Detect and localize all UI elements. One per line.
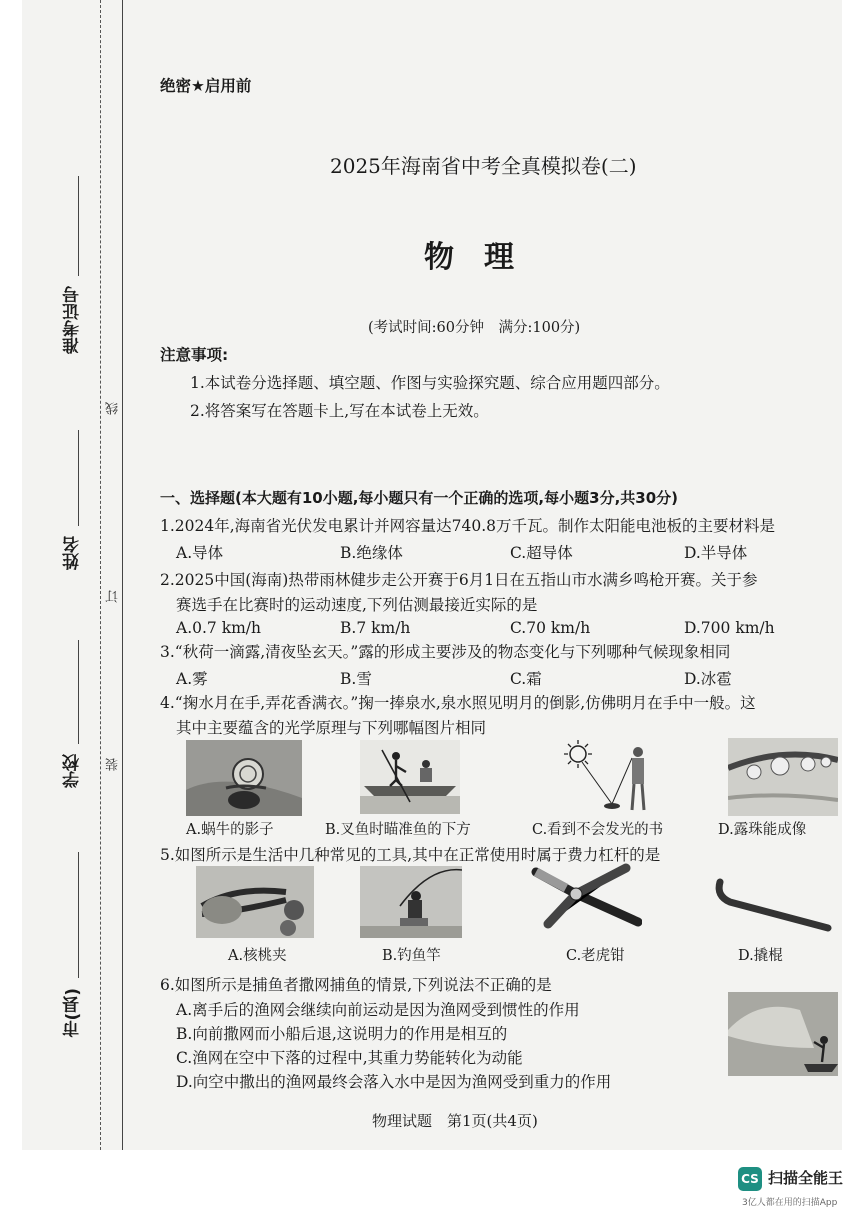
fishing-net-photo bbox=[728, 992, 838, 1076]
binding-mark-line: 线 bbox=[106, 402, 121, 415]
question-2-text-cont: 赛选手在比赛时的运动速度,下列估测最接近实际的是 bbox=[176, 596, 538, 614]
question-6-text: 6.如图所示是捕鱼者撒网捕鱼的情景,下列说法不正确的是 bbox=[160, 976, 552, 994]
question-2-option-c: C.70 km/h bbox=[510, 619, 591, 637]
field-name-label: 姓名 bbox=[63, 536, 83, 570]
question-4-option-a: A.蜗牛的影子 bbox=[186, 822, 274, 838]
question-1-option-d: D.半导体 bbox=[684, 544, 748, 562]
question-3-option-d: D.冰雹 bbox=[684, 670, 732, 688]
field-exam-number-blank bbox=[78, 176, 79, 276]
notes-heading: 注意事项: bbox=[160, 346, 229, 364]
question-6-option-c: C.渔网在空中下落的过程中,其重力势能转化为动能 bbox=[176, 1049, 523, 1067]
question-5-option-a: A.核桃夹 bbox=[228, 948, 287, 964]
field-city-blank bbox=[78, 852, 79, 978]
watermark-app-name: 扫描全能王 bbox=[768, 1169, 844, 1187]
question-3-option-a: A.雾 bbox=[176, 670, 208, 688]
snail-shadow-photo bbox=[186, 740, 302, 816]
page-footer: 物理试题 第1页(共4页) bbox=[372, 1112, 538, 1130]
secret-label: 绝密★启用前 bbox=[160, 77, 252, 95]
bleed-through-text bbox=[560, 66, 564, 88]
question-2-text: 2.2025中国(海南)热带雨林健步走公开赛于6月1日在五指山市水满乡鸣枪开赛。关于参 bbox=[160, 571, 758, 589]
note-item-1: 1.本试卷分选择题、填空题、作图与实验探究题、综合应用题四部分。 bbox=[190, 374, 670, 392]
question-2-option-d: D.700 km/h bbox=[684, 619, 775, 637]
question-1-text: 1.2024年,海南省光伏发电累计并网容量达740.8万千瓦。制作太阳能电池板的主要材料是 bbox=[160, 517, 776, 535]
field-city-label: 市(县) bbox=[63, 988, 83, 1038]
watermark-tagline: 3亿人都在用的扫描App bbox=[742, 1198, 838, 1208]
section-1-title: 一、选择题(本大题有10小题,每小题只有一个正确的选项,每小题3分,共30分) bbox=[160, 489, 678, 507]
question-6-option-b: B.向前撒网而小船后退,这说明力的作用是相互的 bbox=[176, 1025, 508, 1043]
question-4-option-c: C.看到不会发光的书 bbox=[532, 822, 664, 838]
field-school-blank bbox=[78, 640, 79, 744]
field-name-blank bbox=[78, 430, 79, 526]
exam-time-score: (考试时间:60分钟 满分:100分) bbox=[368, 320, 581, 336]
binding-mark-pack: 装 bbox=[106, 758, 121, 771]
question-1-option-a: A.导体 bbox=[176, 544, 224, 562]
binding-dashed-line bbox=[100, 0, 101, 1150]
crowbar-photo bbox=[712, 872, 832, 938]
question-5-option-d: D.撬棍 bbox=[738, 948, 783, 964]
exam-title: 2025年海南省中考全真模拟卷(二) bbox=[330, 154, 637, 178]
question-1-option-b: B.绝缘体 bbox=[340, 544, 403, 562]
pliers-photo bbox=[526, 860, 642, 942]
question-5-option-c: C.老虎钳 bbox=[566, 948, 625, 964]
subject-title: 物 理 bbox=[424, 240, 514, 275]
dewdrop-photo bbox=[728, 738, 838, 816]
question-2-option-b: B.7 km/h bbox=[340, 619, 411, 637]
question-1-option-c: C.超导体 bbox=[510, 544, 573, 562]
question-4-option-b: B.叉鱼时瞄准鱼的下方 bbox=[325, 822, 471, 838]
question-2-option-a: A.0.7 km/h bbox=[176, 619, 261, 637]
camscanner-logo-icon: CS bbox=[738, 1167, 762, 1191]
question-5-text: 5.如图所示是生活中几种常见的工具,其中在正常使用时属于费力杠杆的是 bbox=[160, 846, 661, 864]
binding-mark-bind: 订 bbox=[106, 590, 121, 603]
question-5-option-b: B.钓鱼竿 bbox=[382, 948, 441, 964]
spearfishing-photo bbox=[360, 740, 460, 814]
question-4-text-cont: 其中主要蕴含的光学原理与下列哪幅图片相同 bbox=[176, 719, 487, 737]
question-4-text: 4.“掬水月在手,弄花香满衣。”掬一捧泉水,泉水照见明月的倒影,仿佛明月在手中一般。这 bbox=[160, 694, 756, 712]
question-6-option-a: A.离手后的渔网会继续向前运动是因为渔网受到惯性的作用 bbox=[176, 1001, 580, 1019]
fishing-rod-photo bbox=[360, 866, 462, 938]
question-3-option-c: C.霜 bbox=[510, 670, 542, 688]
question-3-option-b: B.雪 bbox=[340, 670, 372, 688]
field-exam-number-label: 准考证号 bbox=[63, 286, 83, 354]
binding-solid-line bbox=[122, 0, 123, 1150]
field-school-label: 学校 bbox=[63, 754, 83, 788]
scanner-watermark bbox=[738, 1163, 850, 1213]
nutcracker-photo bbox=[196, 866, 314, 938]
note-item-2: 2.将答案写在答题卡上,写在本试卷上无效。 bbox=[190, 402, 489, 420]
question-6-option-d: D.向空中撒出的渔网最终会落入水中是因为渔网受到重力的作用 bbox=[176, 1073, 612, 1091]
reading-book-diagram bbox=[560, 738, 660, 818]
question-3-text: 3.“秋荷一滴露,清夜坠玄天。”露的形成主要涉及的物态变化与下列哪种气候现象相同 bbox=[160, 643, 731, 661]
question-4-option-d: D.露珠能成像 bbox=[718, 822, 807, 838]
